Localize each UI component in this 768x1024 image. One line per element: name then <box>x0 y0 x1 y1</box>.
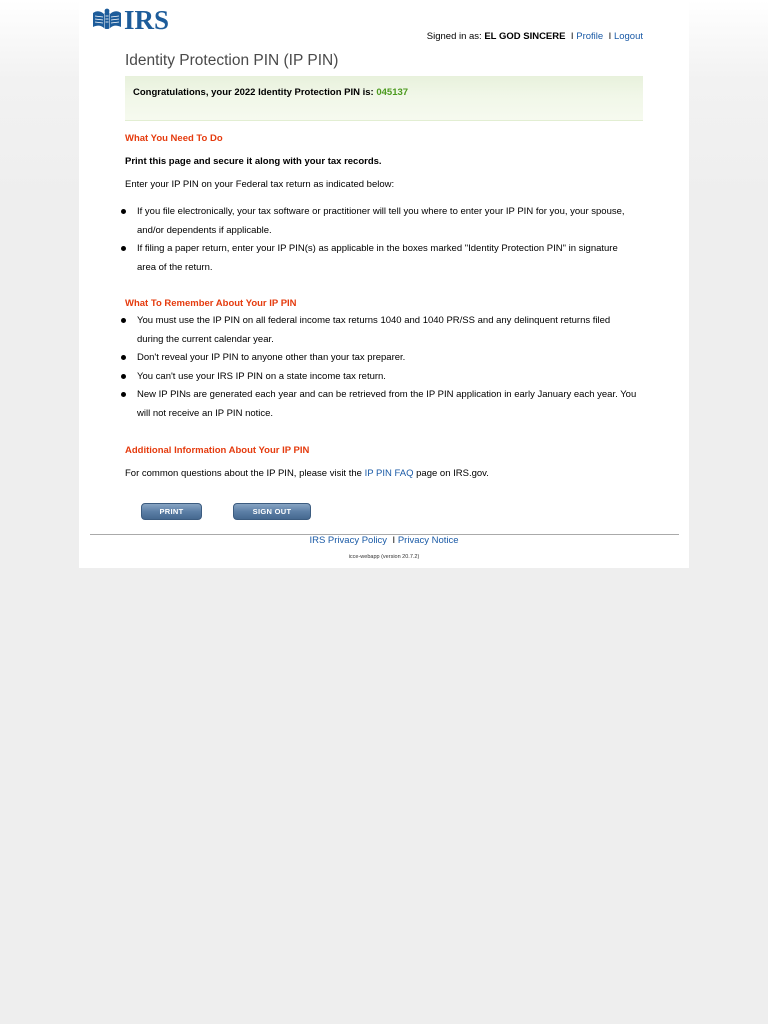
list-item: If you file electronically, your tax software or practitioner will tell you where to enter your IP PIN for you, your spouse, and/or dependents if applicable. <box>117 203 637 240</box>
congrats-message <box>133 87 408 98</box>
what-to-do-list <box>117 203 637 277</box>
user-name: EL GOD SINCERE <box>484 31 566 42</box>
bullet-icon <box>121 246 126 251</box>
print-button[interactable]: PRINT <box>141 503 202 520</box>
list-item: If filing a paper return, enter your IP PIN(s) as applicable in the boxes marked "Identity Protection PIN" in signature area of the return. <box>117 240 637 277</box>
what-to-do-heading: What You Need To Do <box>125 133 223 144</box>
irs-logo[interactable] <box>91 5 170 35</box>
header-separator: l <box>571 31 574 42</box>
bullet-icon <box>121 209 126 214</box>
signed-in-label: Signed in as: <box>426 31 482 42</box>
sign-out-button[interactable]: SIGN OUT <box>233 503 311 520</box>
footer-separator: l <box>392 535 395 546</box>
congrats-text: Congratulations, your 2022 Identity Protection PIN is: <box>133 87 374 98</box>
list-item: You can't use your IRS IP PIN on a state income tax return. <box>117 368 637 387</box>
congrats-box <box>125 76 643 121</box>
ip-pin-value: 045137 <box>376 87 409 98</box>
print-note: Print this page and secure it along with your tax records. <box>125 156 382 167</box>
header-separator: l <box>608 31 611 42</box>
bullet-icon <box>121 318 126 323</box>
eagle-icon <box>91 8 123 32</box>
bullet-icon <box>121 374 126 379</box>
bullet-icon <box>121 392 126 397</box>
page-title: Identity Protection PIN (IP PIN) <box>125 52 339 69</box>
additional-heading: Additional Information About Your IP PIN <box>125 445 310 456</box>
signed-in-bar <box>427 31 643 42</box>
list-item: New IP PINs are generated each year and can be retrieved from the IP PIN application in early January each year. You will not receive an IP PIN notice. <box>117 386 637 423</box>
ip-pin-faq-link[interactable]: IP PIN FAQ <box>364 468 414 479</box>
remember-list <box>117 312 637 423</box>
page-container <box>79 0 689 568</box>
privacy-policy-link[interactable]: IRS Privacy Policy <box>309 535 388 546</box>
footer-links <box>79 535 689 546</box>
enter-note: Enter your IP PIN on your Federal tax return as indicated below: <box>125 179 395 190</box>
logo-text: IRS <box>124 5 170 35</box>
version-label: icce-webapp (version 20.7.2) <box>348 554 420 560</box>
remember-heading: What To Remember About Your IP PIN <box>125 298 297 309</box>
profile-link[interactable]: Profile <box>576 31 604 42</box>
bullet-icon <box>121 355 126 360</box>
list-item: Don't reveal your IP PIN to anyone other than your tax preparer. <box>117 349 637 368</box>
faq-note: For common questions about the IP PIN, please visit the IP PIN FAQ page on IRS.gov. <box>125 468 489 479</box>
logout-link[interactable]: Logout <box>613 31 643 42</box>
privacy-notice-link[interactable]: Privacy Notice <box>397 535 459 546</box>
list-item: You must use the IP PIN on all federal income tax returns 1040 and 1040 PR/SS and any delinquent returns filed during the current calendar year. <box>117 312 637 349</box>
